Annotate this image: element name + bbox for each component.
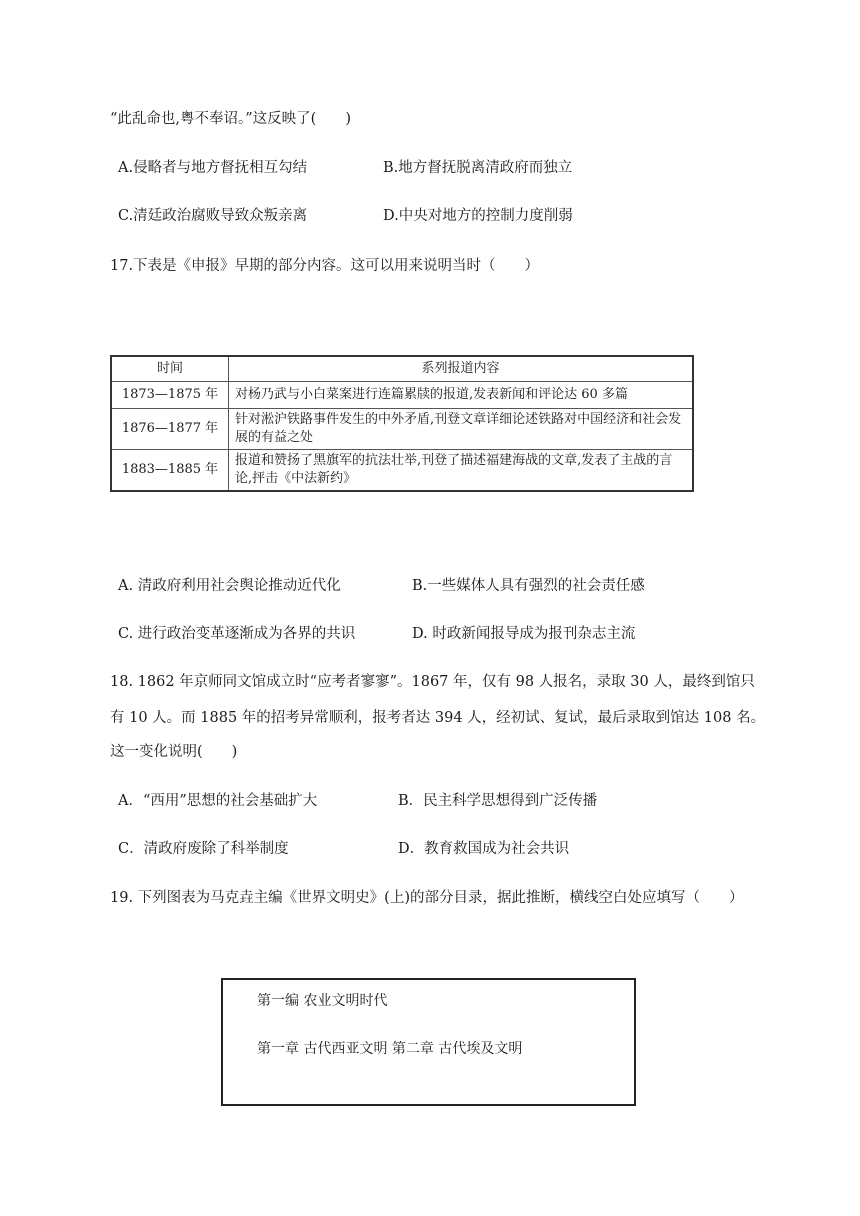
q17-option-d[interactable]: D. 时政新闻报导成为报刊杂志主流 (412, 626, 636, 642)
q17-option-c[interactable]: C. 进行政治变革逐渐成为各界的共识 (118, 626, 356, 642)
table-row (111, 409, 693, 450)
q18-stem-line-3: 这一变化说明( ) (110, 744, 238, 760)
shenbao-table (110, 355, 694, 492)
q18-option-d[interactable]: D．教育救国成为社会共识 (398, 841, 570, 857)
toc-chapter-line: 第一章 古代西亚文明 第二章 古代埃及文明 (257, 1041, 523, 1057)
q17-stem: 17.下表是《申报》早期的部分内容。这可以用来说明当时（ ） (110, 258, 540, 274)
q16-option-a[interactable]: A.侵略者与地方督抚相互勾结 (118, 160, 308, 176)
q18-option-c[interactable]: C．清政府废除了科举制度 (118, 841, 289, 857)
table-cell-content: 报道和赞扬了黑旗军的抗法壮举,刊登了描述福建海战的文章,发表了主战的言论,抨击《中法新约》 (229, 450, 694, 492)
q17-option-b[interactable]: B.一些媒体人具有强烈的社会责任感 (412, 578, 645, 594)
table-cell-time: 1876—1877 年 (111, 409, 229, 450)
q18-option-a[interactable]: A．“西用”思想的社会基础扩大 (118, 793, 318, 809)
table-row (111, 450, 693, 492)
q16-option-b[interactable]: B.地方督抚脱离清政府而独立 (383, 160, 573, 176)
table-of-contents-box (221, 978, 636, 1106)
q18-option-b[interactable]: B．民主科学思想得到广泛传播 (398, 793, 598, 809)
table-header-time: 时间 (111, 356, 229, 382)
q18-stem-line-1: 18. 1862 年京师同文馆成立时“应考者寥寥”。1867 年，仅有 98 人报名，录取 30 人，最终到馆只 (110, 674, 755, 690)
table-cell-content: 对杨乃武与小白菜案进行连篇累牍的报道,发表新闻和评论达 60 多篇 (229, 382, 694, 409)
q16-option-d[interactable]: D.中央对地方的控制力度削弱 (383, 208, 573, 224)
toc-part-title: 第一编 农业文明时代 (257, 993, 388, 1009)
table-header-content: 系列报道内容 (229, 356, 694, 382)
table-cell-time: 1873—1875 年 (111, 382, 229, 409)
table-cell-content: 针对淞沪铁路事件发生的中外矛盾,刊登文章详细论述铁路对中国经济和社会发展的有益之处 (229, 409, 694, 450)
q16-option-c[interactable]: C.清廷政治腐败导致众叛亲离 (118, 208, 308, 224)
table-cell-time: 1883—1885 年 (111, 450, 229, 492)
q16-stem: “此乱命也,粤不奉诏。”这反映了( ) (110, 111, 351, 127)
table-row (111, 382, 693, 409)
q19-stem: 19. 下列图表为马克垚主编《世界文明史》(上)的部分目录，据此推断，横线空白处应填写（ ） (110, 890, 744, 906)
q18-stem-line-2: 有 10 人。而 1885 年的招考异常顺利，报考者达 394 人，经初试、复试，最后录取到馆达 108 名。 (110, 710, 766, 726)
q17-option-a[interactable]: A. 清政府利用社会舆论推动近代化 (118, 578, 341, 594)
